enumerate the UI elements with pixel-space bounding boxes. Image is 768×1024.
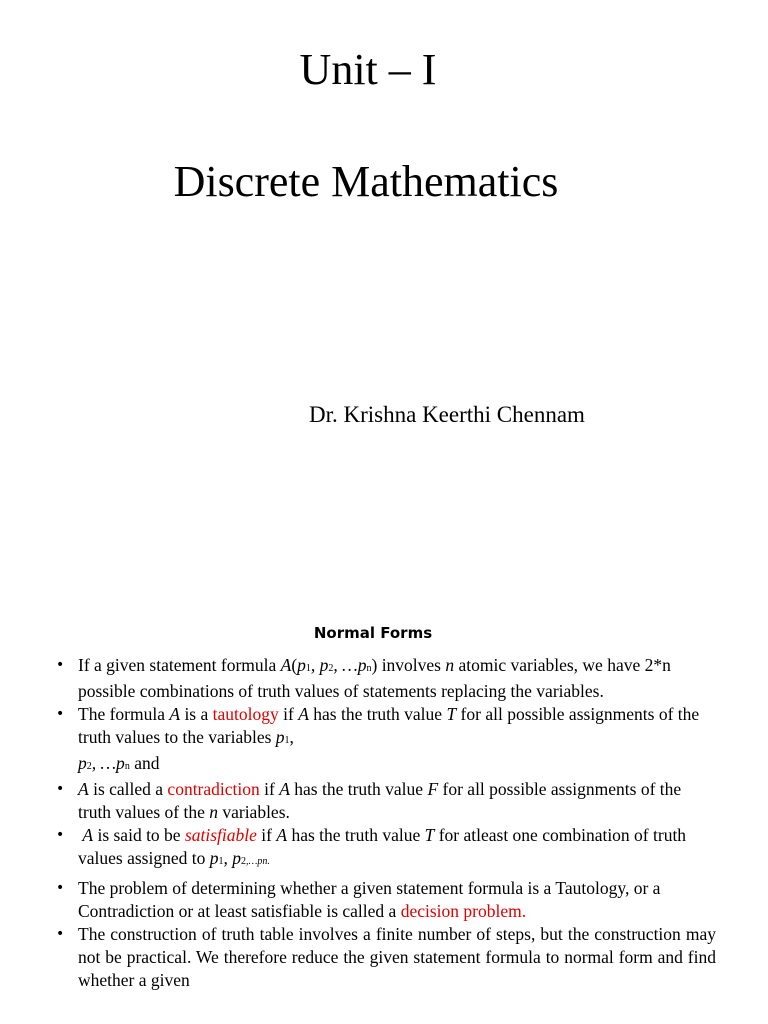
subscript: n [366,663,372,674]
course-title: Discrete Mathematics [173,157,559,206]
bullet-decision-problem [56,877,716,923]
bullet-truth-table [56,923,716,992]
formula-var: p [209,848,219,868]
text: , …p [91,753,125,773]
formula-var: F [427,779,439,799]
text: atomic variables, we have 2*n possible combinations of truth values of statements replacing the variables. [78,655,671,701]
text: has the truth value [308,704,447,724]
formula-var: p [232,848,241,868]
formula-var: p [319,655,329,675]
formula-var: n [209,802,218,822]
formula-var: A [280,655,292,675]
text: involves [377,655,446,675]
formula-var: A [78,779,89,799]
bullet-satisfiable [56,824,716,873]
subscript: ,…pn. [245,856,270,867]
subscript: 1 [284,735,290,746]
subscript: 1 [218,856,224,867]
text: , [310,655,320,675]
text: ) [371,655,378,675]
text: The construction of truth table involves a finite number of steps, but the construction may not be practical. We therefore reduce the given statement formula to normal form and find whether a given [78,924,716,990]
formula-var: T [424,825,435,845]
bullet-contradiction [56,778,716,824]
formula-var: A [169,704,181,724]
subscript: n [124,761,130,772]
text: The problem of determining whether a given statement formula is a Tautology, or a Contradiction or at least satisfiable is called a [78,878,661,921]
normal-forms-slide [0,590,768,1024]
term-contradiction: contradiction [167,779,260,799]
formula-var: n [445,655,455,675]
formula-var: A [279,779,290,799]
author-name: Dr. Krishna Keerthi Chennam [309,402,585,427]
text: , …p [333,655,367,675]
text: for all possible assignments of the truth values to the variables [78,704,700,747]
text: , [223,848,233,868]
subscript: 2 [86,761,92,772]
term-satisfiable: satisfiable [184,825,257,845]
formula-var: A [298,704,309,724]
formula-var: p [275,727,285,747]
formula-var: T [446,704,457,724]
text: , [289,727,294,747]
formula-var: p [297,655,306,675]
text: if [259,779,280,799]
bullet-atomic-variables [56,654,716,703]
text: ( [291,655,298,675]
subscript: 1 [305,663,311,674]
formula-var: A [82,825,94,845]
text: is called a [88,779,168,799]
text: if [256,825,277,845]
formula-var: p [78,753,87,773]
subscript: 2 [240,856,246,867]
text: has the truth value [289,779,428,799]
slide-heading: Normal Forms [313,624,433,642]
unit-title: Unit – I [299,45,437,94]
text: and [129,753,160,773]
text: if [278,704,299,724]
text: for atleast one combination of truth values assigned to [78,825,687,868]
text: has the truth value [287,825,425,845]
text: for all possible assignments of the truth values of the [78,779,682,822]
bullet-tautology [56,703,716,778]
subscript: 2 [328,663,334,674]
text: is a [180,704,213,724]
term-tautology: tautology [212,704,279,724]
text: is said to be [93,825,185,845]
text: If a given statement formula [78,655,281,675]
formula-var: A [276,825,288,845]
text: variables. [217,802,290,822]
bullet-list [56,654,716,992]
text: The formula [78,704,170,724]
term-decision-problem: decision problem. [400,901,527,921]
